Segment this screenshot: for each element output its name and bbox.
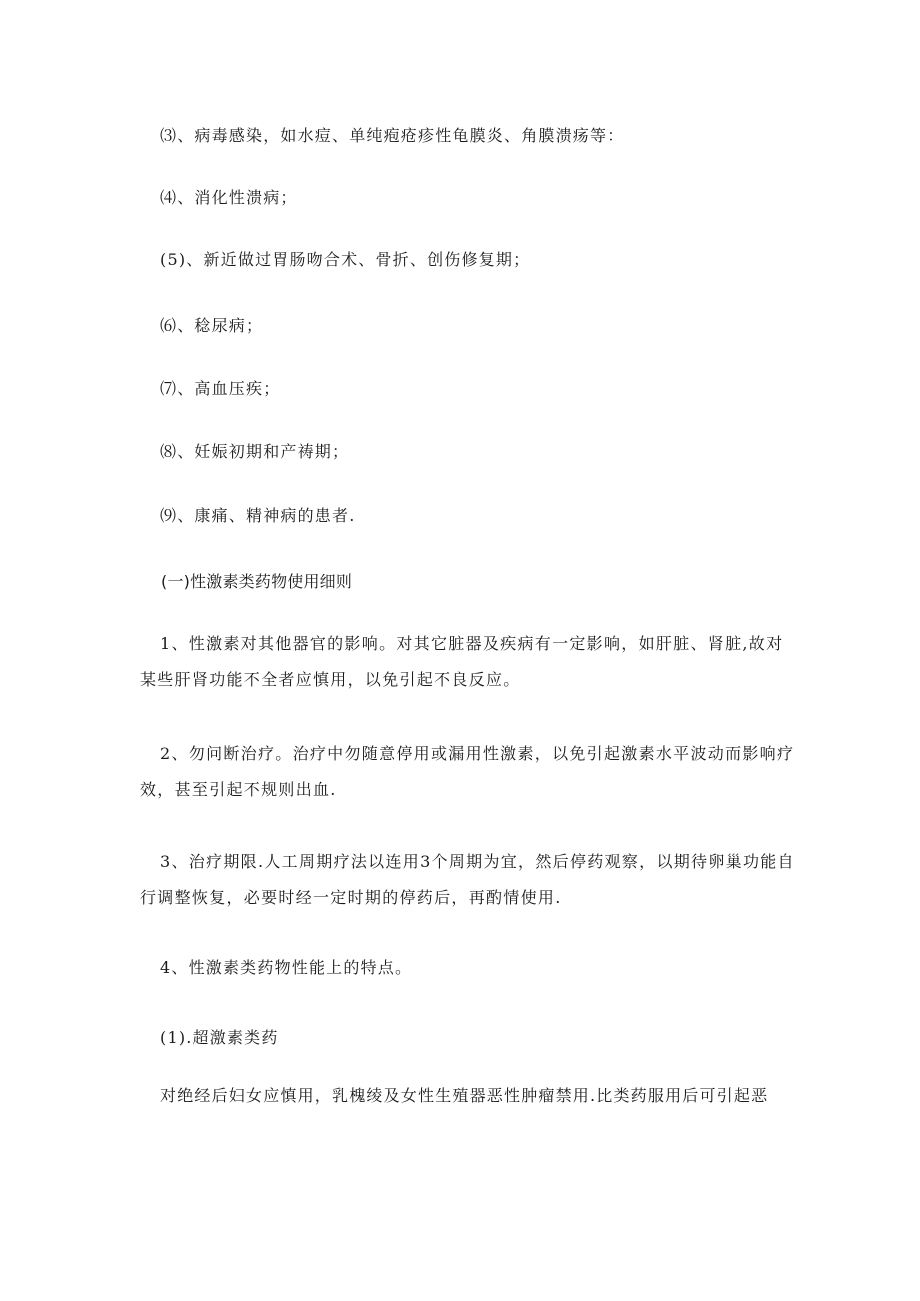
- contraindication-item-8: ⑻、妊娠初期和产祷期；: [160, 442, 350, 461]
- contraindication-item-4: ⑷、消化性溃病；: [160, 188, 298, 207]
- rule-paragraph-2: 2、勿问断治疗。治疗中勿随意停用或漏用性激素，以免引起激素水平波动而影响疗效，甚至引起不规则出血.: [140, 744, 795, 799]
- contraindication-item-9: ⑼、康痛、精神病的患者.: [160, 506, 356, 525]
- contraindication-item-5: (5)、新近做过胃肠吻合术、骨折、创伤修复期；: [160, 250, 531, 269]
- contraindication-item-3: ⑶、病毒感染，如水痘、单纯疱疮疹性龟膜炎、角膜溃疡等：: [160, 126, 625, 145]
- section-heading: (一)性激素类药物使用细则: [161, 572, 353, 591]
- rule-item-4: 4、性激素类药物性能上的特点。: [160, 958, 413, 977]
- rule-paragraph-3: 3、治疗期限.人工周期疗法以连用3个周期为宜，然后停药观察，以期待卵巢功能自行调整恢复，必要时经一定时期的停药后，再酌情使用.: [140, 852, 795, 907]
- rule-paragraph-1: 1、性激素对其他器官的影响。对其它脏器及疾病有一定影响，如肝脏、肾脏,故对某些肝肾功能不全者应慎用，以免引起不良反应。: [140, 634, 784, 689]
- contraindication-item-6: ⑹、稔尿病；: [160, 316, 264, 335]
- body-paragraph: 对绝经后妇女应慎用，乳槐绫及女性生殖器恶性肿瘤禁用.比类药服用后可引起恶: [160, 1086, 769, 1105]
- sub-heading: (1).超激素类药: [160, 1028, 279, 1047]
- contraindication-item-7: ⑺、高血压疾；: [160, 379, 281, 398]
